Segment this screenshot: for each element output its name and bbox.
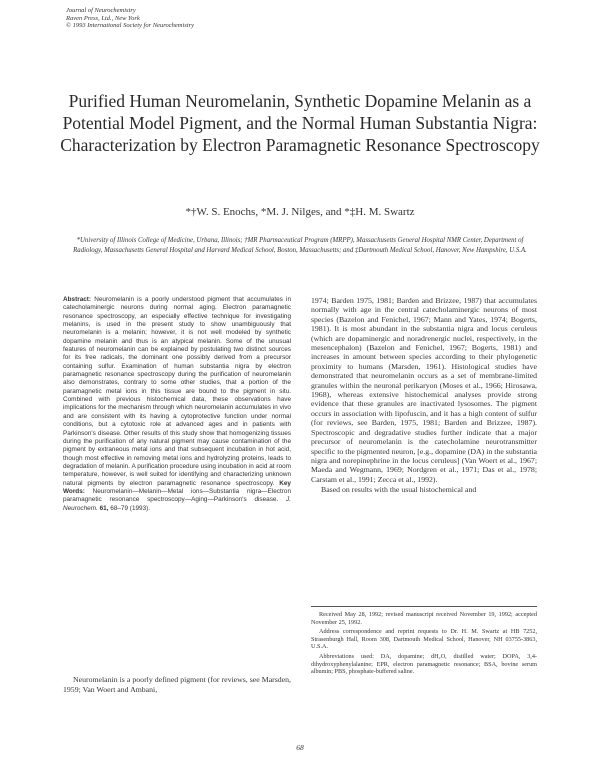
keywords-label: Key Words: [63, 479, 291, 495]
keywords-text: Neuromelanin—Melanin—Metal ions—Substantia nigra—Electron paramagnetic resonance spectroscopy—Aging—Parkinson's disease. [63, 487, 291, 504]
article-authors: *†W. S. Enochs, *M. J. Nilges, and *‡H. M. Swartz [185, 206, 415, 218]
citation-volume: 61, [99, 504, 109, 512]
citation-journal: J. Neurochem. [63, 496, 291, 512]
footnotes [311, 611, 537, 678]
footnote-correspondence: Address correspondence and reprint requests to Dr. H. M. Swartz at HB 7252, Strasenburgh Hall, Room 308, Dartmouth Medical School, Hanover, NH 03755-3863, U.S.A. [311, 628, 537, 651]
article-title: Purified Human Neuromelanin, Synthetic Dopamine Melanin as a Potential Model Pigment, and the Normal Human Substantia Nigra: Characterization by Electron Paramagnetic Resonance Spectroscopy [60, 91, 540, 155]
citation-pages: 68–79 (1993). [110, 504, 151, 512]
copyright: © 1993 International Society for Neurochemistry [66, 22, 194, 29]
body-paragraph: Based on results with the usual histochemical and [321, 485, 477, 495]
author-affiliations: *University of Illinois College of Medicine, Urbana, Illinois; †MR Pharmaceutical Program (MRPP), Massachusetts General Hospital NMR Center, Department of Radiology, Massachusetts General Hospital and Harvard Medical School, Boston, Massachusetts; and ‡Dartmouth Medical School, Hanover, New Hampshire, U.S.A. [73, 237, 527, 254]
page-number: 68 [296, 743, 304, 752]
footnote-received: Received May 28, 1992; revised manuscript received November 19, 1992; accepted November 25, 1992. [311, 611, 537, 626]
abstract [63, 296, 291, 513]
footnote-divider [311, 606, 537, 607]
abstract-label: Abstract: [63, 296, 92, 303]
right-column [311, 296, 537, 496]
journal-header [66, 7, 194, 30]
footnote-abbreviations: Abbreviations used: DA, dopamine; dH₂O, distilled water; DOPA, 3,4-dihydroxyphenylalanine; EPR, electron paramagnetic resonance; BSA, bovine serum albumin; PBS, phosphate-buffered saline. [311, 652, 537, 676]
abstract-text: Neuromelanin is a poorly understood pigment that accumulates in catecholaminergic neurons during normal aging. Electron paramagnetic resonance spectroscopy, an especially effective technique for investigating melanins, is used in the present study to show unambiguously that neuromelanin is a melanin; however, it is not well modeled by synthetic dopamine melanin and thus is an atypical melanin. Some of the unusual features of neuromelanin can be explained by postulating two distinct sources for its free radicals, the dominant one possibly derived from a precursor containing sulfur. Examination of human substantia nigra by electron paramagnetic resonance spectroscopy during the purification of neuromelanin also demonstrates, contrary to some other studies, that a portion of the paramagnetic metal ions in this tissue are bound to the pigment in situ. Combined with previous histochemical data, these observations have implications for the mechanism through which neuromelanin accumulates in vivo and are consistent with its having a cytoprotective function under normal conditions, but a cytotoxic role at advanced ages and in patients with Parkinson's disease. Other results of this study show that homogenizing tissues during the purification of any natural pigment may cause contamination of the pigment by extraneous metal ions and that subsequent incubation in hot acid, though most effective in removing metal ions and hydrolyzing proteins, leads to degradation of melanin. A purification procedure using incubation in acid at room temperature, however, is well suited for identifying and characterizing unknown natural pigments by electron paramagnetic resonance spectroscopy. [63, 296, 291, 487]
body-paragraph: 1974; Barden 1975, 1981; Barden and Brizzee, 1987) that accumulates normally with age in the central catecholaminergic neurons of most species (Bazelon and Fenichel, 1967; Mann and Yates, 1974; Bogerts, 1981). It is most abundant in the substantia nigra and locus ceruleus (which are dopaminergic and noradrenergic nuclei, respectively, in the mesencephalon) (Bazelon and Fenichel, 1967; Bogerts, 1981) and increases in amount between species according to their phylogenetic proximity to humans (Marsden, 1961). Histological studies have demonstrated that neuromelanin occurs as a set of membrane-limited granules within the neuronal perikaryon (Moses et al., 1966; Hirosawa, 1968), whereas extensive histochemical analyses provide strong evidence that these granules are inactivated lysosomes. The pigment occurs in association with lipofuscin, and it has a high content of sulfur (for reviews, see Barden, 1975, 1981; Barden and Brizzee, 1987). Spectroscopic and degradative studies further indicate that a major precursor of neuromelanin is the catecholamine neurotransmitter specific to the pigmented neuron, [e.g., dopamine (DA) in the substantia nigra and norepinephrine in the locus ceruleus] (Van Woert et al., 1967; Maeda and Wegmann, 1969; Nordgren et al., 1971; Das et al., 1978; Carstam et al., 1991; Zecca et al., 1992). [311, 296, 537, 484]
introduction-start: Neuromelanin is a poorly defined pigment (for reviews, see Marsden, 1959; Van Woert and Ambani, [63, 675, 291, 694]
journal-name: Journal of Neurochemistry [66, 7, 136, 14]
publisher: Raven Press, Ltd., New York [66, 14, 140, 22]
